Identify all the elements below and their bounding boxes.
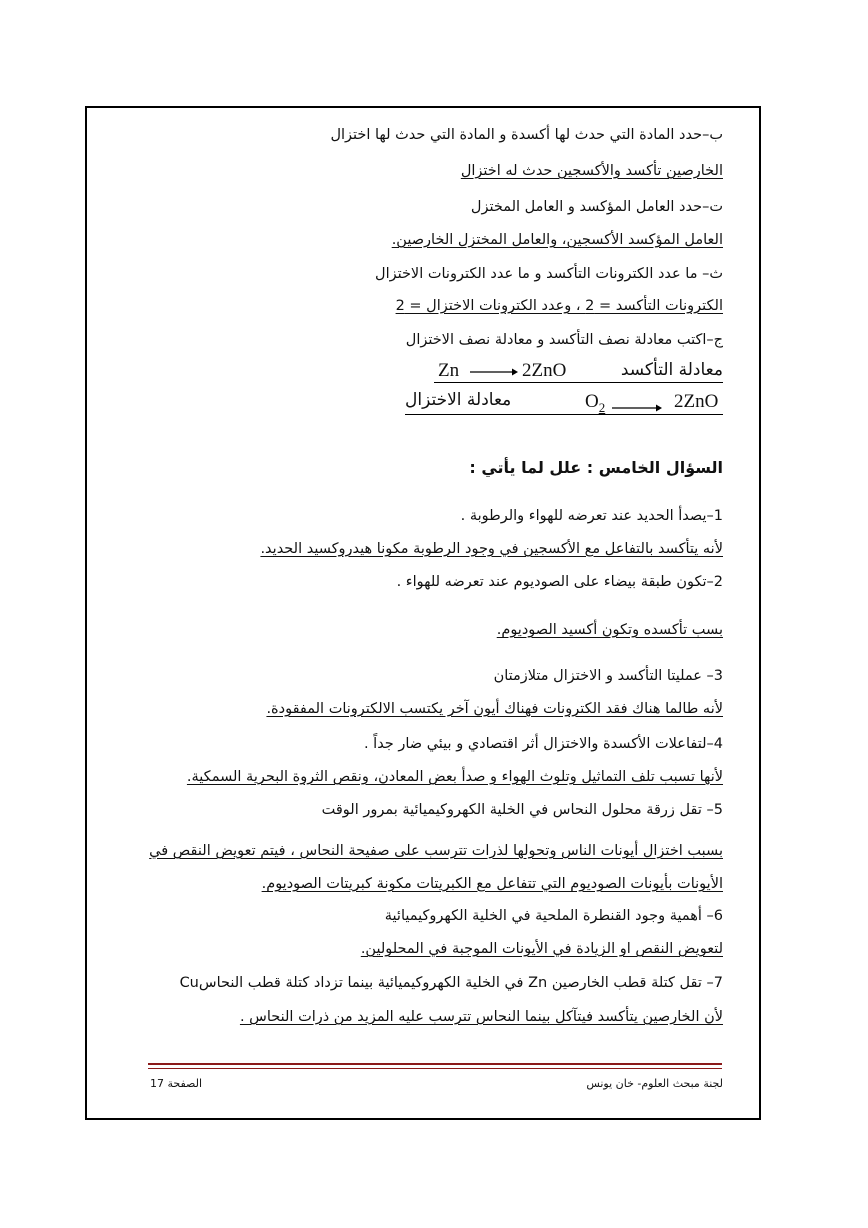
question-th: ث– ما عدد الكترونات التأكسد و ما عدد الكترونات الاختزال — [375, 266, 723, 282]
item-5-answer-line-1: بسبب اختزال أيونات الناس وتحولها لذرات تترسب على صفيحة النحاس ، فيتم تعويض النقص في — [149, 843, 723, 859]
reduction-underline — [405, 414, 723, 415]
item-2-question: 2–تكون طبقة بيضاء على الصوديوم عند تعرضه للهواء . — [396, 574, 723, 590]
answer-th: الكترونات التأكسد = 2 ، وعدد الكترونات الاختزال = 2 — [395, 298, 723, 314]
answer-t: العامل المؤكسد الأكسجين، والعامل المختزل الخارصين. — [391, 232, 723, 248]
item-3-question: 3– عمليتا التأكسد و الاختزال متلازمتان — [493, 668, 723, 684]
item-6-question: 6– أهمية وجود القنطرة الملحية في الخلية الكهروكيميائية — [384, 908, 723, 924]
footer-page-number: الصفحة 17 — [150, 1077, 203, 1090]
reduction-product: 2ZnO — [674, 391, 719, 412]
oxidation-label: معادلة التأكسد — [620, 360, 723, 380]
answer-b: الخارصين تأكسد والأكسجين حدث له اختزال — [460, 163, 723, 179]
question-b: ب–حدد المادة التي حدث لها أكسدة و المادة التي حدث لها اختزال — [330, 127, 723, 143]
oxidation-product: 2ZnO — [522, 360, 567, 381]
item-7-answer: لأن الخارصين يتأكسد فيتآكل بينما النحاس تترسب عليه المزيد من ذرات النحاس . — [239, 1009, 723, 1025]
oxidation-reactant: Zn — [438, 360, 460, 381]
page-border — [85, 106, 761, 1120]
item-1-answer: لأنه يتأكسد بالتفاعل مع الأكسجين في وجود الرطوبة مكونا هيدروكسيد الحديد. — [260, 541, 723, 557]
item-6-answer: لتعويض النقص او الزيادة في الأيونات الموجبة في المحلولين. — [360, 941, 723, 957]
oxidation-arrow-icon — [470, 366, 518, 378]
reduction-label: معادلة الاختزال — [405, 390, 512, 410]
footer-committee: لجنة مبحث العلوم- خان يونس — [586, 1077, 723, 1090]
reduction-reactant: $O_2$ — [585, 391, 606, 415]
item-2-answer: بسب تأكسده وتكون أكسيد الصوديوم. — [496, 622, 723, 638]
oxidation-underline — [434, 382, 723, 383]
reduction-subscript: 2 — [598, 399, 606, 415]
reduction-arrow-icon — [612, 402, 662, 414]
item-3-answer: لأنه طالما هناك فقد الكترونات فهناك أيون آخر يكتسب الالكترونات المفقودة. — [266, 701, 723, 717]
question-j: ج–اكتب معادلة نصف التأكسد و معادلة نصف الاختزال — [405, 332, 723, 348]
item-1-question: 1–يصدأ الحديد عند تعرضه للهواء والرطوبة . — [460, 508, 723, 524]
item-5-answer-line-2: الأيونات بأيونات الصوديوم التي تتفاعل مع الكبريتات مكونة كبريتات الصوديوم. — [261, 876, 723, 892]
item-4-answer: لأنها تسبب تلف التماثيل وتلوث الهواء و صدأ بعض المعادن، ونقص الثروة البحرية السمكية. — [186, 769, 723, 785]
section-heading: السؤال الخامس : علل لما يأتي : — [469, 458, 723, 477]
item-4-question: 4–لتفاعلات الأكسدة والاختزال أثر اقتصادي و بيئي ضار جداً . — [363, 736, 723, 752]
footer-rule-thin — [148, 1068, 722, 1069]
item-7-question: 7– تقل كتلة قطب الخارصين Zn في الخلية الكهروكيميائية بينما تزداد كتلة قطب النحاسCu — [179, 975, 723, 991]
item-5-question: 5– تقل زرقة محلول النحاس في الخلية الكهروكيميائية بمرور الوقت — [321, 802, 723, 818]
question-t: ت–حدد العامل المؤكسد و العامل المختزل — [470, 199, 723, 215]
footer-rule — [148, 1063, 722, 1065]
